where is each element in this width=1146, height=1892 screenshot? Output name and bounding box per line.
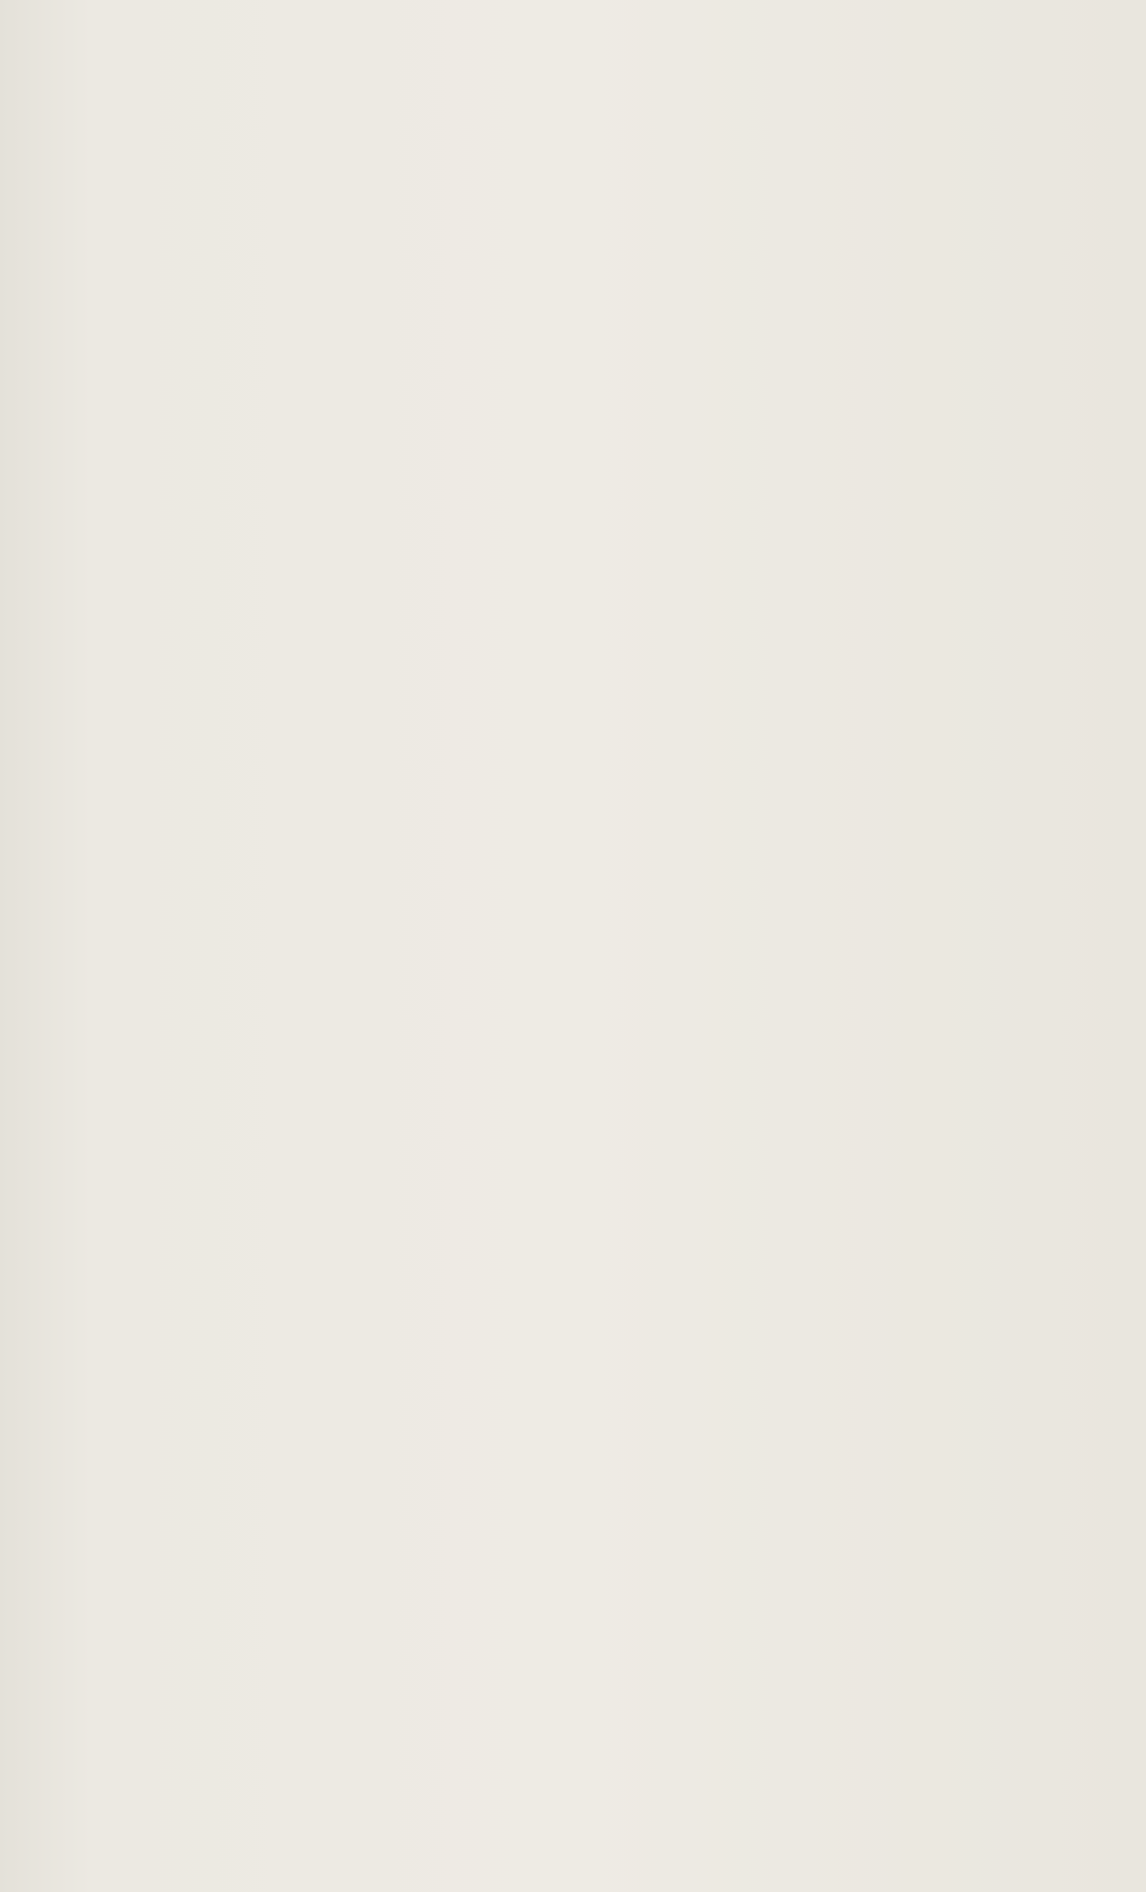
section-separator-asterisk <box>88 114 1108 144</box>
text-column <box>88 110 1108 174</box>
